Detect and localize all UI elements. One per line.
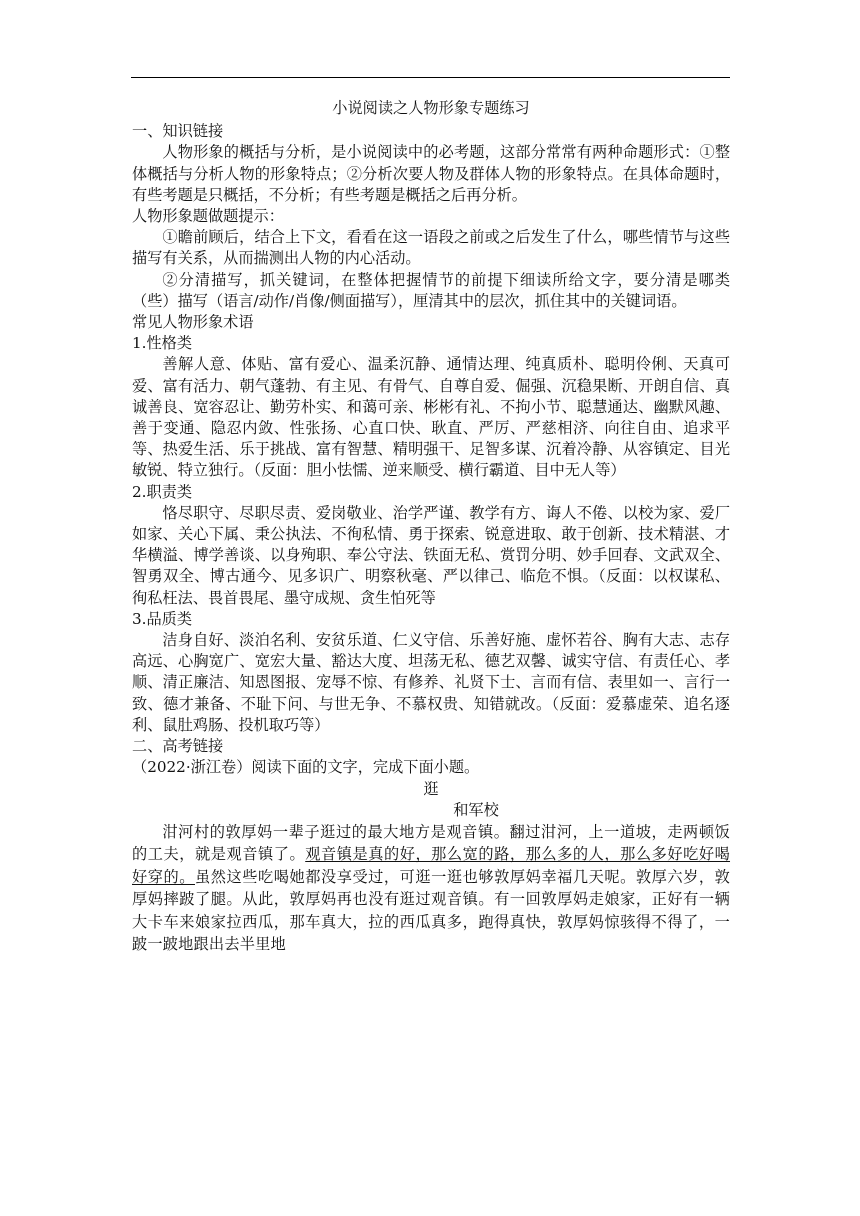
category-quality-text: 洁身自好、淡泊名利、安贫乐道、仁义守信、乐善好施、虚怀若谷、胸有大志、志存高远、心胸宽广、宽宏大量、豁达大度、坦荡无私、德艺双馨、诚实守信、有责任心、孝顺、清正廉洁、知恩图报、宠辱不惊、有修养、礼贤下士、言而有信、表里如一、言行一致、德才兼备、不耻下问、与世无争、不慕权贵、知错就改。（反面：爱慕虚荣、追名逐利、鼠肚鸡肠、投机取巧等） bbox=[132, 631, 730, 734]
story-text-part-b: 虽然这些吃喝她都没享受过，可逛一逛也够敦厚妈幸福几天呢。敦厚六岁，敦厚妈摔跛了腿。从此，敦厚妈再也没有逛过观音镇。有一回敦厚妈走娘家，正好有一辆大卡车来娘家拉西瓜，那车真大，拉的西瓜真多，跑得真快，敦厚妈惊骇得不得了，一跛一跛地跟出去半里地 bbox=[132, 867, 730, 953]
exam-intro: （2022·浙江卷）阅读下面的文字，完成下面小题。 bbox=[132, 758, 480, 777]
story-text-part-a: 泔河村的敦厚妈一辈子逛过的最大地方是观音镇。翻过泔河，上一道坡，走两顿饭的工夫，就是观音镇了。 bbox=[132, 822, 730, 864]
story-paragraph bbox=[132, 821, 730, 955]
story-author: 和军校 bbox=[453, 800, 499, 819]
story-title: 逛 bbox=[423, 779, 439, 798]
category-personality-heading: 1.性格类 bbox=[132, 334, 193, 353]
section-heading-knowledge: 一、知识链接 bbox=[132, 122, 224, 141]
tip-2: ②分清描写，抓关键词，在整体把握情节的前提下细读所给文字，要分清是哪类（些）描写（语言/动作/肖像/侧面描写），厘清其中的层次，抓住其中的关键词语。 bbox=[132, 270, 730, 310]
document-page bbox=[132, 98, 730, 955]
page-title: 小说阅读之人物形象专题练习 bbox=[332, 99, 530, 117]
tip-1: ①瞻前顾后，结合上下文，看看在这一语段之前或之后发生了什么，哪些情节与这些描写有关系，从而揣测出人物的内心活动。 bbox=[132, 228, 730, 268]
category-duty-text: 恪尽职守、尽职尽责、爱岗敬业、治学严谨、教学有方、诲人不倦、以校为家、爱厂如家、关心下属、秉公执法、不徇私情、勇于探索、锐意进取、敢于创新、技术精湛、才华横溢、博学善谈、以身殉职、奉公守法、铁面无私、赏罚分明、妙手回春、文武双全、智勇双全、博古通今、见多识广、明察秋毫、严以律己、临危不惧。（反面：以权谋私、徇私枉法、畏首畏尾、墨守成规、贪生怕死等 bbox=[132, 503, 730, 607]
paragraph-intro: 人物形象的概括与分析，是小说阅读中的必考题，这部分常常有两种命题形式：①整体概括与分析人物的形象特点；②分析次要人物及群体人物的形象特点。在具体命题时，有些考题是只概括，不分析；有些考题是概括之后再分析。 bbox=[132, 143, 730, 204]
story-underlined-sentence: 观音镇是真的好，那么宽的路，那么多的人，那么多好吃好喝好穿的。 bbox=[132, 845, 731, 886]
category-personality-text: 善解人意、体贴、富有爱心、温柔沉静、通情达理、纯真质朴、聪明伶俐、天真可爱、富有活力、朝气蓬勃、有主见、有骨气、自尊自爱、倔强、沉稳果断、开朗自信、真诚善良、宽容忍让、勤劳朴实、和蔼可亲、彬彬有礼、不拘小节、聪慧通达、幽默风趣、善于变通、隐忍内敛、性张扬、心直口快、耿直、严厉、严慈相济、向往自由、追求平等、热爱生活、乐于挑战、富有智慧、精明强干、足智多谋、沉着冷静、从容镇定、目光敏锐、特立独行。（反面：胆小怯懦、逆来顺受、横行霸道、目中无人等） bbox=[132, 355, 730, 480]
tips-heading: 人物形象题做题提示： bbox=[132, 207, 284, 226]
header-rule bbox=[131, 77, 730, 78]
category-quality-heading: 3.品质类 bbox=[132, 609, 193, 628]
section-heading-exam: 二、高考链接 bbox=[132, 737, 224, 756]
category-duty-heading: 2.职责类 bbox=[132, 482, 193, 501]
terms-heading: 常见人物形象术语 bbox=[132, 313, 254, 332]
